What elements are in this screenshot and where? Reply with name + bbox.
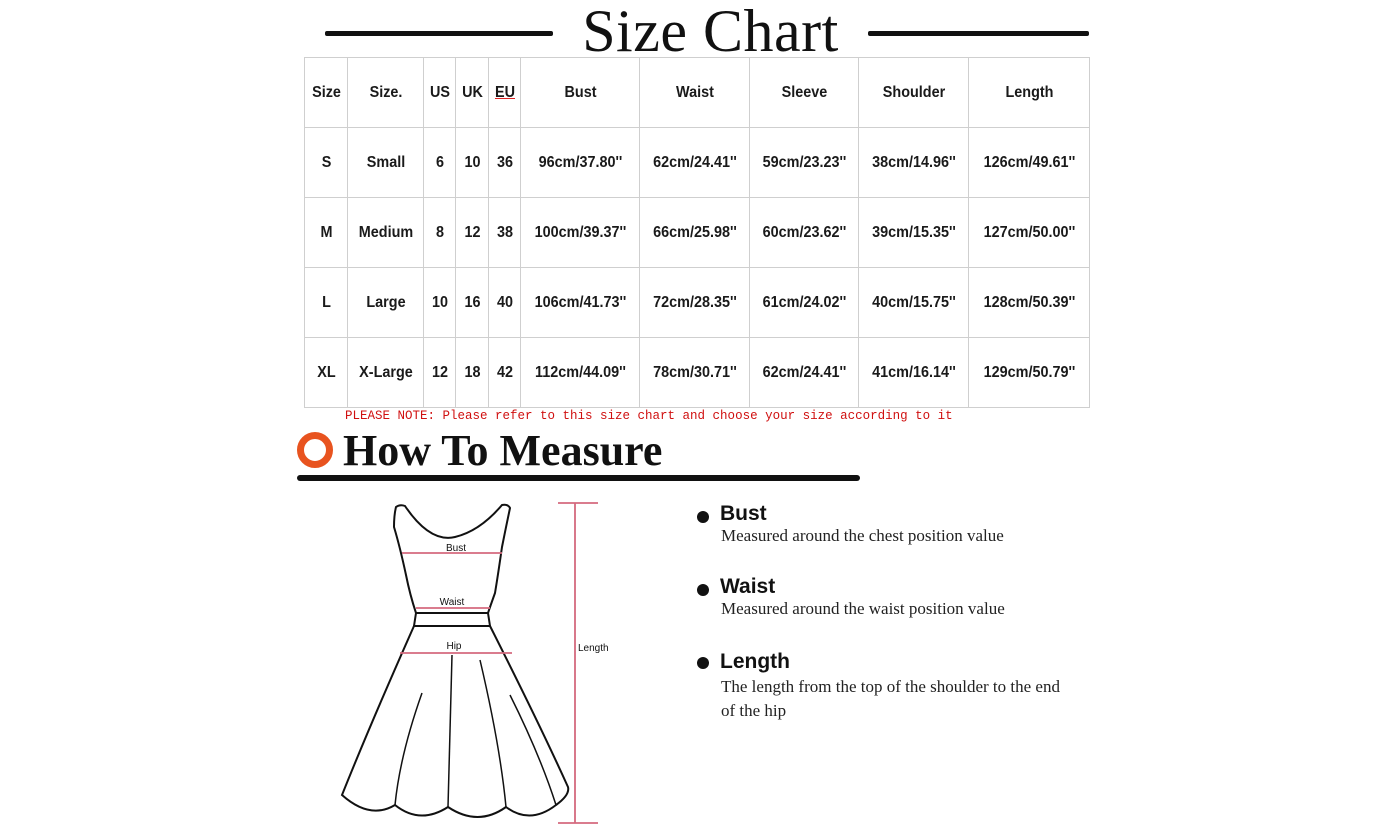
header-length: Length [975,58,1084,128]
title-rule-right [868,31,1089,36]
table-cell: 41cm/16.14'' [864,338,963,408]
table-cell: 18 [457,338,487,408]
table-cell: 12 [457,198,487,268]
table-cell: X-Large [351,338,419,408]
table-cell: Small [351,128,419,198]
table-cell: M [307,198,346,268]
dress-waistband [414,613,490,626]
title-rule-left [325,31,553,36]
table-cell: 6 [425,128,454,198]
table-cell: Medium [351,198,419,268]
waist-label: Waist [720,575,776,598]
waist-description: Measured around the waist position value [721,599,1005,618]
bust-diagram-label: Bust [445,543,467,554]
table-cell: 129cm/50.79'' [975,338,1084,408]
page-title: Size Chart [582,0,839,64]
table-cell: 126cm/49.61'' [975,128,1084,198]
table-cell: 106cm/41.73'' [526,268,633,338]
table-cell: XL [307,338,346,408]
table-row [305,128,1090,198]
table-cell: 96cm/37.80'' [526,128,633,198]
table-cell: 100cm/39.37'' [526,198,633,268]
header-size-name: Size. [351,58,419,128]
table-cell: 40 [490,268,519,338]
section-title: How To Measure [343,426,663,475]
table-cell: 36 [490,128,519,198]
table-cell: 59cm/23.23'' [755,128,853,198]
table-cell: 10 [457,128,487,198]
table-cell: L [307,268,346,338]
table-cell: 38 [490,198,519,268]
length-diagram-label: Length [578,643,609,654]
table-cell: 38cm/14.96'' [864,128,963,198]
table-cell: 39cm/15.35'' [864,198,963,268]
table-cell: 112cm/44.09'' [526,338,633,408]
table-cell: 62cm/24.41'' [755,338,853,408]
header-waist: Waist [645,58,744,128]
table-cell: Large [351,268,419,338]
table-cell: 128cm/50.39'' [975,268,1084,338]
table-cell: 62cm/24.41'' [645,128,744,198]
table-cell: 72cm/28.35'' [645,268,744,338]
size-table [304,57,1090,408]
bullet-icon [697,584,709,596]
header-us: US [425,58,454,128]
size-note: PLEASE NOTE: Please refer to this size chart and choose your size according to it [345,409,953,423]
bust-description: Measured around the chest position value [721,526,1004,545]
table-cell: 16 [457,268,487,338]
bullet-icon [697,657,709,669]
bust-label: Bust [720,502,767,525]
table-cell: 66cm/25.98'' [645,198,744,268]
size-chart-header [0,0,1400,64]
table-header-row [305,58,1090,128]
header-bust: Bust [526,58,633,128]
ring-icon [297,432,333,468]
header-size: Size [307,58,346,128]
header-sleeve: Sleeve [755,58,853,128]
table-cell: 42 [490,338,519,408]
dress-skirt [342,626,568,817]
length-description: The length from the top of the shoulder to the end of the hip [721,677,1060,720]
table-row [305,338,1090,408]
table-row [305,198,1090,268]
header-shoulder: Shoulder [864,58,963,128]
table-cell: 60cm/23.62'' [755,198,853,268]
table-cell: 12 [425,338,454,408]
table-cell: 78cm/30.71'' [645,338,744,408]
table-row [305,268,1090,338]
header-eu: EU [490,58,519,128]
table-cell: 61cm/24.02'' [755,268,853,338]
dress-diagram [330,495,630,835]
waist-diagram-label: Waist [439,597,465,608]
table-cell: 127cm/50.00'' [975,198,1084,268]
how-to-measure-header [297,428,867,484]
section-underline [297,475,860,481]
dress-illustration [330,495,630,835]
table-cell: 40cm/15.75'' [864,268,963,338]
table-cell: 10 [425,268,454,338]
length-label: Length [720,650,790,673]
header-uk: UK [457,58,487,128]
table-cell: 8 [425,198,454,268]
hip-diagram-label: Hip [446,641,462,652]
bullet-icon [697,511,709,523]
table-cell: S [307,128,346,198]
